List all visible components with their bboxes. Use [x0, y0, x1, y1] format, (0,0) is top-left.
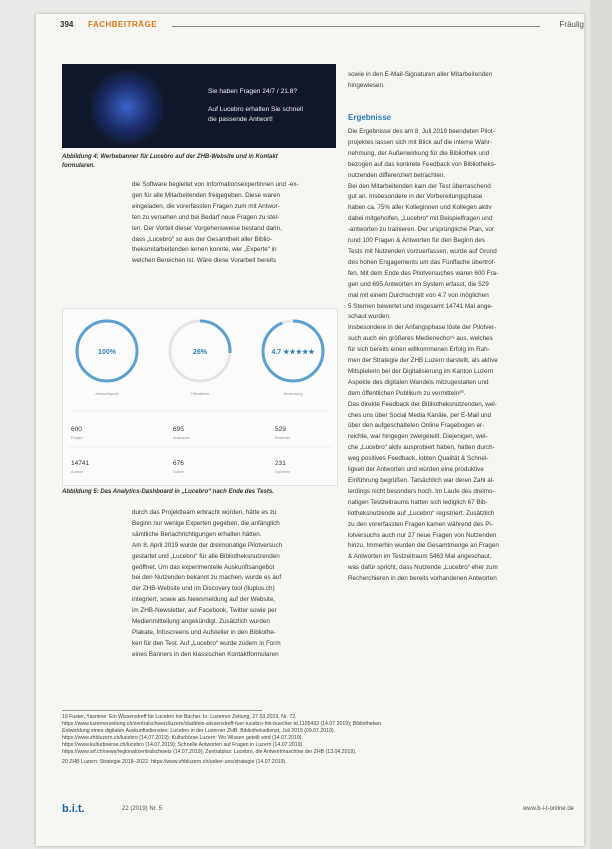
text-line: haben ca. 75% aller Kolleginnen und Kollegen aktiv — [348, 204, 492, 212]
issue-info: 22 (2019) Nr. 5 — [122, 806, 163, 812]
text-line: zu den vorerfassten Fragen kamen während des Pi- — [348, 520, 493, 528]
running-header — [60, 20, 584, 32]
figure-4-caption — [62, 153, 342, 171]
text-line: ligkeit der Antworten und würden eine produktive — [348, 466, 484, 474]
text-line: theksmitarbeitenden lernen konnte, wer „Experte“ in — [132, 246, 277, 254]
text-line: len. Der Vorteil dieser Vorgehensweise bestand darin, — [132, 224, 282, 232]
text-line: Am 8. April 2019 wurde der dreimonatige Pilotversuch — [132, 541, 283, 549]
text-line: lerdings nicht besonders hoch. Im Laufe des dreimo- — [348, 487, 495, 495]
text-line: dem öffentlichen Publikum zu vermitteln²⁰. — [348, 389, 466, 397]
dashboard-graphic — [63, 309, 337, 485]
text-line: im ZHB-Newsletter, auf Facebook, Twitter sowie per — [132, 607, 277, 615]
text-line: Das direkte Feedback der Bibliotheksnutzenden, wel- — [348, 400, 497, 408]
text-line: gen und 695 Antworten im System erfasst, die 529 — [348, 280, 489, 288]
banner-line-2: Auf Lucebro erhalten Sie schnell — [208, 106, 303, 113]
text-line: & Antworten im Testzeitraum 5463 Mal angeschaut, — [348, 553, 492, 561]
banner-line-3: die passende Antwort! — [208, 116, 273, 123]
text-line: Mitspielerin bei der Digitalisierung im Kanton Luzern — [348, 367, 494, 375]
text-line: gestartet und „Lucebro“ für alle Bibliotheksnutzenden — [132, 552, 280, 560]
left-paragraph-1 — [132, 180, 336, 267]
text-line: schaut wurden. — [348, 313, 391, 321]
stat-value: 676 — [173, 460, 184, 467]
banner-graphic — [90, 70, 164, 144]
text-line: liotheksnutzende auf „Lucebro“ registriert. Zusätzlich — [348, 509, 495, 517]
footnotes — [62, 714, 582, 766]
text-line: fen. Mit dem Ende des Pilotversuches waren 600 Fra- — [348, 269, 499, 277]
text-line: durch das Projektteam erbracht worden, hätte es zu — [132, 509, 277, 516]
stat-value: 231 — [275, 460, 286, 467]
text-line: ches uns über Social Media Kanäle, per E-Mail und — [348, 411, 492, 419]
caption-line: Abbildung 4: Werbebanner für Lucebro auf der ZHB-Website und in Kontakt — [62, 154, 278, 160]
text-line: bezogen auf das konkrete Feedback von Bibliotheks- — [348, 160, 497, 168]
text-line: che „Lucebro“ aktiv ausprobiert haben, hatten durch- — [348, 444, 495, 452]
text-line: geöffnet. Um das experimentelle Auskunftsangebot — [132, 563, 275, 571]
text-line: sowie in den E-Mail-Signaturen aller Mitarbeitenden — [348, 71, 493, 78]
footnote-line: https://www.kulturboerse.ch/lucebro (14.07.2019); Schnelle Antworten auf Fragen in Luzern (14.07.2019). — [62, 742, 304, 748]
text-line: hingewiesen. — [348, 81, 385, 89]
banner-line-1: Sie haben Fragen 24/7 / 21.8? — [208, 88, 298, 95]
text-line: -antworten zu trainieren. Der ursprüngliche Plan, vor — [348, 226, 494, 234]
stat-label: Nutzer — [173, 470, 185, 474]
stat-label: Aufrufe — [71, 470, 84, 474]
stat-label: Experten — [275, 470, 291, 474]
stat-value: 529 — [275, 426, 286, 433]
text-line: der ZHB-Website und im Discovery tool (Iluplus.ch) — [132, 585, 275, 593]
caption-line: formularen. — [62, 163, 96, 169]
footnote-line: 19 Fuster, Yasmine: Ein Wissenstreff für Lucebro hin Bücher. In: Luzerner Zeitung, 27.03.2019, Nr. 72. — [62, 714, 297, 720]
page-footer — [62, 803, 582, 818]
stat-value: 14741 — [71, 460, 90, 467]
text-line: bei den Nutzenden bekannt zu machen, wurde es auf — [132, 574, 282, 582]
text-line: eingeladen, die vorerfassten Fragen zum mit Antwor- — [132, 202, 280, 210]
text-line: dabei mitgeholfen, „Lucebro“ mit Beispielfragen und — [348, 215, 493, 223]
text-line: sämtliche Benachrichtigungen erhalten hätten. — [132, 530, 262, 538]
kpi-value: 100% — [98, 349, 116, 356]
text-line: was dafür spricht, dass Nutzende „Lucebro“ eher zum — [348, 564, 498, 572]
analytics-dashboard-figure — [62, 308, 338, 486]
footnote-line: https://www.luzernerzeitung.ch/zentralschweiz/luzern/stadt/ein-wissenstreff-fuer-lucebro-hin-buecher-ld.1105432 (14.07.2019); Bibliotheken. — [62, 721, 383, 727]
text-line: Einführung begrüßen. Tatsächlich war deren Zahl al- — [348, 477, 495, 484]
text-line: des hohen Engagements um das Fünffache übertrof- — [348, 258, 496, 266]
bit-logo: b.i.t. — [62, 803, 85, 815]
stat-label: Antworten — [173, 436, 191, 440]
text-line: integriert, sowie als Newsmeldung auf der Website, — [132, 596, 276, 604]
text-line: natigen Testzeitraums hatten sich lediglich 67 Bib- — [348, 498, 488, 506]
text-line: projektes lassen sich mit Blick auf die interne Wahr- — [348, 138, 492, 146]
text-line: Die Ergebnisse des am 8. Juli 2019 beendeten Pilot- — [348, 128, 495, 135]
text-line: dass „Lucebro“ so aus der Gesamtheit aller Biblio- — [132, 235, 272, 243]
kpi-value: 26% — [192, 349, 208, 356]
footnote-line: https://www.zhbluzern.ch/lucebro (14.07.2019); Kulturbörse Luzern: Wo Wissen geteilt wird (14.07.2019). — [62, 735, 303, 741]
text-line: nehmung, der Außenwirkung für die Bibliothek und — [348, 149, 490, 157]
footnote-line: https://www.srf.ch/news/regional/zentralschweiz (14.07.2019); Zentralplus: Lucebro, die Antwortmaschine der ZHB (13.04.2019). — [62, 749, 357, 755]
right-intro — [348, 70, 573, 92]
header-rule — [172, 26, 540, 27]
kpi-value: 4.7 ★★★★★ — [271, 349, 315, 356]
text-line: gut an. Insbesondere in der Vorbereitungsphase — [348, 193, 483, 201]
text-line: Insbesondere in der Anfangsphase löste der Pilotver- — [348, 324, 497, 332]
figure-5-caption: Abbildung 5: Das Analytics-Dashboard in „Lucebro“ nach Ende des Tests. — [62, 489, 274, 495]
section-heading: Ergebnisse — [348, 113, 392, 122]
text-line: über den aufgeschalteten Online Fragebogen er- — [348, 422, 485, 430]
text-line: gen für alle Mitarbeitenden freigegeben. Diese waren — [132, 191, 281, 199]
footnote-line: 20 ZHB Luzern: Strategie 2018–2022. https://www.zhbluzern.ch/ueber-uns/strategie (14.07.2019). — [62, 759, 287, 765]
text-line: Beginn nur wenige Experten gegeben, die anfänglich — [132, 519, 280, 527]
text-line: reichte, war hingegen zweigeteilt. Diejenigen, wel- — [348, 433, 488, 441]
journal-url: www.b-i-t-online.de — [522, 806, 574, 812]
text-line: die Software begleitet von Informationsexpertinnen und -ex- — [132, 181, 299, 188]
text-line: ten zu versehen und bei Bedarf neue Fragen zu stel- — [132, 213, 280, 221]
stat-label: Bewertet — [275, 436, 290, 440]
text-line: such auch ein größeres Medienecho¹⁹ aus, welches — [348, 335, 493, 343]
text-line: Medienmitteilung angekündigt. Zusätzlich wurden — [132, 618, 270, 626]
text-line: eines Banners in den klassischen Kontaktformularen — [132, 650, 279, 658]
left-paragraph-2 — [132, 508, 336, 661]
page-number: 394 — [60, 20, 74, 29]
text-line: nutzenden differenziert betrachten. — [348, 171, 446, 179]
text-line: welchen Bereichen ist. Wäre diese Vorarbeit bereits — [132, 257, 277, 265]
text-line: weg positives Feedback, lobten Qualität & Schnel- — [348, 455, 489, 463]
footnote-line: Entwicklung eines digitalen Auskunftsdienstes: Lucebro in der Luzerner ZHB. Bibliotheksdienst, Juli 2019 (09.07.2019). — [62, 728, 336, 734]
text-line: lotversuchs auch nur 27 neue Fragen von Nutzenden — [348, 531, 497, 539]
lucebro-banner-image — [62, 64, 336, 148]
kpi-label: Bewertung — [283, 391, 303, 396]
right-column-text — [348, 127, 573, 585]
section-label: FACHBEITRÄGE — [88, 20, 158, 29]
stat-value: 695 — [173, 426, 184, 433]
page-edge — [590, 0, 612, 849]
text-line: Bei den Mitarbeitenden kam der Test überraschend — [348, 182, 491, 190]
text-line: 5 Sternen bewertet und insgesamt 14741 Mal ange- — [348, 302, 493, 310]
text-line: rund 100 Fragen & Antworten für den Beginn des — [348, 237, 485, 245]
text-line: ken für den Test. Auf „Lucebro“ wurde zudem in Form — [132, 639, 281, 647]
author-name: Fräulig — [559, 20, 584, 29]
text-line: Recherchieren in den bereits vorhandenen Antworten — [348, 575, 497, 583]
stat-value: 600 — [71, 426, 82, 433]
text-line: für sich bereits einen willkommenen Erfolg im Rah- — [348, 346, 490, 354]
text-line: hinzu. Immerhin wurden die Gesamtmenge an Fragen — [348, 542, 499, 550]
text-line: Aspekte des digitalen Wandels mitzugestalten und — [348, 378, 489, 386]
text-line: Plakate, Infoscreens und Aufsteller in den Bibliothe- — [132, 628, 276, 636]
kpi-label: Öffentliche — [190, 391, 210, 396]
text-line: men der Strategie der ZHB Luzern darstellt, als aktive — [348, 357, 498, 365]
footnote-rule — [62, 710, 262, 711]
text-line: mal mit einem Durchschnitt von 4.7 von möglichen — [348, 291, 489, 299]
stat-label: Fragen — [71, 436, 84, 440]
kpi-label: Antwortquote — [95, 391, 119, 396]
text-line: Tests mit Nutzenden vorzuerfassen, wurde auf Grund — [348, 247, 497, 255]
